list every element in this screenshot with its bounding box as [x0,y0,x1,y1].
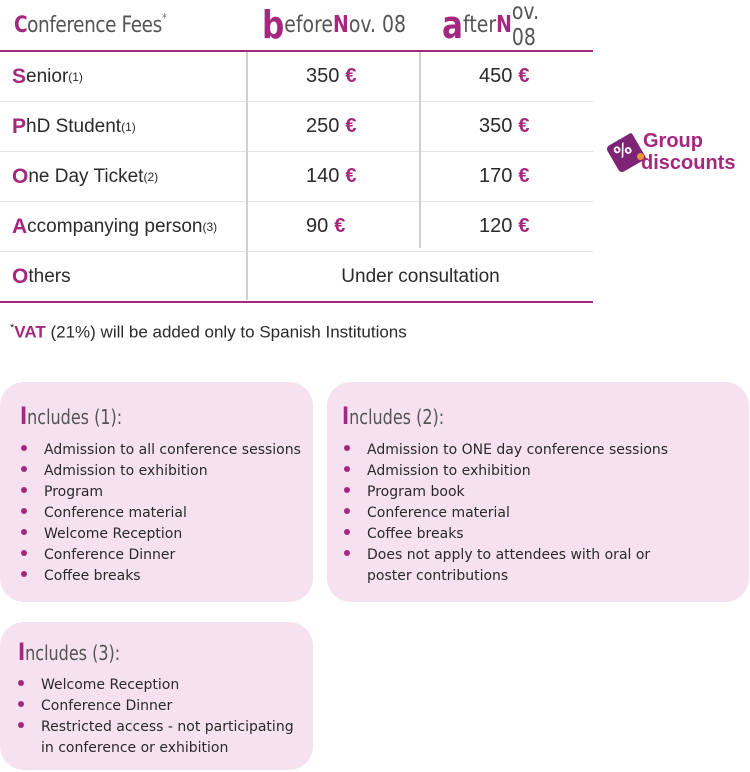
table-row-phd-student: P hD Student (1) 250 € 350 € [0,102,593,152]
header-before-date: b efore N ov. 08 [262,3,407,47]
list-item: Admission to all conference sessions [18,440,308,461]
list-item: Conference material [341,503,691,524]
percent-tag-icon: % [606,133,647,174]
table-header [0,0,593,52]
includes-box-3 [0,622,313,770]
table-row-senior: S enior (1) 350 € 450 € [0,52,593,102]
price-before: 90 € [306,215,346,237]
price-after: 170 € [479,165,530,187]
table-row-others: O thers Under consultation [0,252,593,303]
list-item: Conference Dinner [18,545,308,566]
list-item: Welcome Reception [15,675,300,696]
list-item: Admission to ONE day conference sessions [341,440,691,461]
includes-list [15,675,300,759]
list-item: Conference Dinner [15,696,300,717]
table-row-accompanying-person: A ccompanying person (3) 90 € 120 € [0,202,593,252]
header-fees-label: C onference Fees * [14,11,167,38]
column-divider [419,52,421,248]
includes-title: Includes (1): [20,402,123,430]
list-item: Program book [341,482,691,503]
includes-title: Includes (3): [18,638,121,666]
list-item: Welcome Reception [18,524,308,545]
list-item: Does not apply to attendees with oral or poster contributions [341,545,691,587]
price-before: 140 € [306,165,357,187]
list-item: Admission to exhibition [341,461,691,482]
list-item: Conference material [18,503,308,524]
group-discounts-badge[interactable]: % Group discounts [609,130,749,178]
includes-list [341,440,691,587]
includes-box-1 [0,382,313,602]
price-before: 350 € [306,65,357,87]
price-after: 450 € [479,65,530,87]
price-before: 250 € [306,115,357,137]
includes-list [18,440,308,587]
header-after-date: a fter N ov. 08 [442,0,540,51]
list-item: Coffee breaks [341,524,691,545]
column-divider [246,52,248,300]
list-item: Coffee breaks [18,566,308,587]
vat-note: *VAT (21%) will be added only to Spanish Institutions [10,322,407,342]
includes-title: Includes (2): [342,402,445,430]
price-merged: Under consultation [341,265,500,287]
price-after: 120 € [479,215,530,237]
fee-table [0,0,593,303]
price-after: 350 € [479,115,530,137]
list-item: Program [18,482,308,503]
includes-box-2 [327,382,749,602]
list-item: Admission to exhibition [18,461,308,482]
table-row-one-day-ticket: O ne Day Ticket (2) 140 € 170 € [0,152,593,202]
list-item: Restricted access - not participating in conference or exhibition [15,717,300,759]
